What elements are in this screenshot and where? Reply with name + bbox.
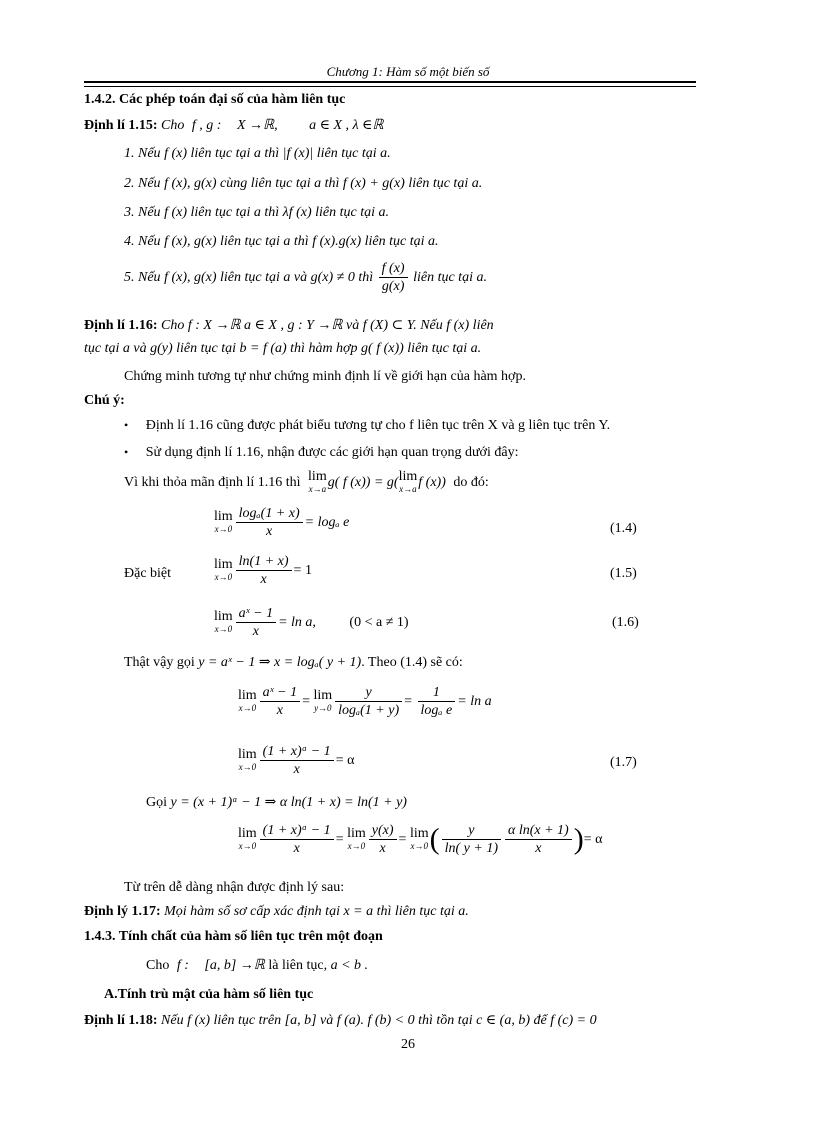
formula-rhs: = ln a (457, 693, 492, 709)
bullet-text: Sử dụng định lí 1.16, nhận được các giới hạn quan trọng dưới đây: (145, 445, 519, 460)
header-rule-thin (84, 86, 696, 87)
item-expr: f (x) (164, 205, 187, 220)
item-expr: f (x), g(x) (164, 234, 217, 249)
subsection-a-heading: A.Tính trù mật của hàm số liên tục (104, 987, 314, 1002)
equation-tag-1-5: (1.5) (610, 566, 637, 581)
lim-operator (308, 470, 327, 496)
fraction-numerator: aˣ − 1 (238, 606, 274, 621)
item-text: thì (358, 269, 374, 285)
fraction-f-over-g (379, 260, 408, 295)
theorem-map: X →ℝ, (236, 118, 278, 133)
bullet-text: Định lí 1.16 cũng được phát biểu tương tự cho f liên tục trên X và g liên tục trên Y. (145, 418, 611, 433)
lim-sub: y→0 (314, 702, 332, 713)
let-text: Gọi (146, 795, 167, 810)
let-expr: y = (x + 1)ᵅ − 1 ⇒ α ln(1 + x) = ln(1 + y) (170, 795, 407, 810)
item-text: liên tục tại a. (413, 269, 487, 285)
lim-sub: x→0 (214, 571, 233, 582)
lim-operator (313, 689, 332, 715)
theorem-fg: f , g : (191, 118, 222, 133)
lim-sub: x→0 (347, 840, 366, 851)
fraction-numerator: (1 + x)ᵅ − 1 (262, 744, 331, 759)
formula-1-6 (214, 605, 409, 640)
theorem-label: Định lí 1.15 (84, 118, 153, 133)
indeed-text: Thật vậy gọi (124, 655, 195, 670)
section-heading-1-4-2: 1.4.2. Các phép toán đại số của hàm liên tục (84, 92, 346, 107)
bullet-icon: • (124, 418, 129, 432)
theorem-label: Định lý 1.17: (84, 904, 161, 919)
theorem-item-5 (124, 260, 487, 295)
formula-rhs: = α (583, 831, 603, 847)
theorem-text: Mọi hàm số sơ cấp xác định tại x = a thì liên tục tại a. (164, 904, 469, 919)
formula-rhs: = ln a, (278, 614, 316, 630)
lim-operator (410, 827, 429, 853)
given-expr: [a, b] →ℝ (204, 958, 265, 973)
fraction (505, 822, 572, 857)
formula-derivation-b (238, 822, 602, 857)
fraction (236, 605, 276, 640)
theorem-item-2 (124, 176, 482, 192)
lim-word: lim (398, 469, 418, 484)
item-expr: |f (x)| (282, 146, 314, 161)
lim-operator (238, 748, 257, 774)
item-num: 4. (124, 234, 135, 249)
section-heading-1-4-3: 1.4.3. Tính chất của hàm số liên tục trên một đoạn (84, 929, 383, 944)
item-text: liên tục tại a. (315, 205, 390, 220)
fraction (260, 684, 300, 719)
fraction (260, 822, 334, 857)
since-text: do đó: (453, 475, 489, 490)
note-bullet-2 (124, 445, 518, 461)
fraction (418, 684, 456, 719)
fraction (236, 553, 292, 588)
fraction-numerator: aˣ − 1 (262, 685, 298, 700)
item-text: Nếu (138, 146, 161, 161)
theorem-1-18 (84, 1012, 597, 1029)
item-expr: f (x), g(x) (164, 176, 217, 191)
chapter-header: Chương 1: Hàm số một biến số (326, 64, 490, 79)
item-num: 5. (124, 269, 135, 285)
theorem-item-1 (124, 146, 391, 162)
item-expr: g(x) ≠ 0 (310, 269, 355, 285)
given-line (146, 957, 368, 974)
item-text: cùng liên tục tại a thì (220, 176, 340, 191)
formula-rhs: = α (335, 752, 355, 768)
note-bullet-1 (124, 418, 610, 434)
let-line (146, 794, 407, 811)
lim-operator (399, 470, 418, 496)
item-text: liên tục tại a. (316, 146, 391, 161)
item-expr: f (x).g(x) (312, 234, 362, 249)
theorem-text: Cho f : X →ℝ a ∈ X , g : Y →ℝ và f (X) ⊂ Y. Nếu f (x) liên (161, 318, 494, 333)
theorem-item-4 (124, 234, 439, 250)
theorem-1-17 (84, 904, 469, 920)
fraction-denominator: x (236, 570, 292, 588)
lim-operator (214, 510, 233, 536)
lim-operator (347, 827, 366, 853)
formula-1-4 (214, 505, 349, 540)
item-text: liên tục tại a thì (190, 146, 280, 161)
theorem-1-16-line2: tục tại a và g(y) liên tục tại b = f (a) thì hàm hợp g( f (x)) liên tục tại a. (84, 341, 482, 356)
lim-word: lim (214, 608, 233, 624)
fraction-numerator: y(x) (371, 823, 394, 838)
given-text: là liên tục, (268, 958, 328, 973)
fraction-numerator: ln(1 + x) (238, 554, 289, 569)
theorem-1-15 (84, 117, 384, 134)
item-expr: f (x), g(x) (164, 269, 217, 285)
fraction (369, 822, 397, 857)
item-text: liên tục tại a và (220, 269, 308, 285)
fraction-numerator: 1 (432, 685, 440, 700)
item-text: liên tục tại a. (364, 234, 439, 249)
theorem-item-3 (124, 205, 389, 221)
formula-rhs: = 1 (293, 562, 312, 578)
item-num: 1. (124, 146, 135, 161)
lim-sub: x→0 (238, 840, 257, 851)
item-expr: f (x) + g(x) (342, 176, 405, 191)
equation-tag-1-6: (1.6) (612, 615, 639, 630)
item-text: liên tục tại a thì (220, 234, 309, 249)
lim-sub: x→a (308, 484, 327, 494)
item-expr: f (x) (164, 146, 187, 161)
item-text: liên tục tại a thì (190, 205, 280, 220)
lim-word: lim (409, 825, 429, 841)
theorem-label: Định lí 1.18: (84, 1013, 158, 1028)
lim-operator (238, 689, 257, 715)
left-paren: ( (429, 822, 440, 856)
item-text: liên tục tại a. (408, 176, 483, 191)
equation-tag-1-7: (1.7) (610, 755, 637, 770)
indeed-text: . Theo (1.4) sẽ có: (361, 655, 463, 670)
equals-sign: = (335, 831, 344, 847)
lim-word: lim (214, 556, 233, 572)
especially-label: Đặc biệt (124, 566, 172, 581)
lim-word: lim (238, 687, 257, 703)
page-number: 26 (401, 1037, 415, 1052)
header-rule-thick (84, 81, 696, 83)
item-text: Nếu (138, 234, 161, 249)
item-num: 3. (124, 205, 135, 220)
lim-sub: x→0 (238, 702, 257, 713)
fraction-denominator: x (260, 760, 334, 778)
bullet-icon: • (124, 445, 129, 459)
theorem-1-16-line1 (84, 317, 494, 334)
formula-1-7 (238, 743, 354, 778)
since-expr: g( f (x)) = g( (327, 475, 399, 490)
lim-sub: x→0 (214, 523, 233, 534)
item-expr: λf (x) (282, 205, 312, 220)
given-text: Cho (146, 958, 170, 973)
lim-sub: x→a (399, 484, 417, 494)
lim-operator (214, 558, 233, 584)
right-paren: ) (573, 822, 584, 856)
fraction (442, 822, 501, 857)
since-text: Vì khi thỏa mãn định lí 1.16 thì (124, 475, 301, 490)
fraction-denominator: g(x) (379, 277, 408, 295)
theorem-text: Nếu f (x) liên tục trên [a, b] và f (a). f (b) < 0 thì tồn tại c ∈ (a, b) để f (c) = 0 (161, 1013, 597, 1028)
since-line (124, 470, 489, 496)
item-text: Nếu (138, 205, 161, 220)
lim-word: lim (238, 746, 257, 762)
fraction-numerator: logₐ(1 + x) (238, 506, 300, 521)
fraction-denominator: logₐ e (418, 701, 456, 719)
fraction-denominator: x (260, 701, 300, 719)
fraction (335, 684, 402, 719)
lim-word: lim (347, 825, 366, 841)
fraction (260, 743, 334, 778)
from-above-text: Từ trên dễ dàng nhận được định lý sau: (124, 880, 345, 895)
fraction-numerator: α ln(x + 1) (507, 823, 569, 838)
lim-sub: x→0 (214, 623, 233, 634)
fraction-numerator: y (468, 823, 475, 838)
fraction-numerator: (1 + x)ᵅ − 1 (262, 823, 331, 838)
fraction-denominator: ln( y + 1) (442, 839, 501, 857)
item-text: Nếu (138, 269, 161, 285)
fraction-denominator: x (369, 839, 397, 857)
item-text: Nếu (138, 176, 161, 191)
formula-1-5 (214, 553, 312, 588)
equals-sign: = (302, 693, 310, 709)
fraction-denominator: x (260, 839, 334, 857)
theorem-cho: Cho (161, 118, 185, 133)
lim-word: lim (308, 469, 327, 484)
lim-word: lim (313, 687, 333, 703)
since-expr: f (x)) (418, 475, 446, 490)
fraction-denominator: x (236, 622, 276, 640)
lim-word: lim (214, 508, 233, 524)
equals-sign: = (404, 693, 413, 709)
item-num: 2. (124, 176, 135, 191)
lim-operator (214, 610, 233, 636)
equation-tag-1-4: (1.4) (610, 521, 637, 536)
lim-operator (238, 827, 257, 853)
indeed-line (124, 654, 463, 671)
given-expr: f : (176, 958, 189, 973)
proof-text: Chứng minh tương tự như chứng minh định lí về giới hạn của hàm hợp. (124, 369, 526, 384)
theorem-label: Định lí 1.16: (84, 318, 158, 333)
lim-word: lim (238, 825, 257, 841)
formula-condition: (0 < a ≠ 1) (349, 614, 409, 630)
fraction-denominator: logₐ(1 + y) (335, 701, 402, 719)
indeed-expr: y = aˣ − 1 ⇒ x = logₐ( y + 1) (198, 655, 362, 670)
theorem-colon: : (152, 118, 158, 133)
formula-rhs: = logₐ e (304, 514, 350, 530)
lim-sub: x→0 (410, 840, 429, 851)
fraction-numerator: y (365, 685, 372, 700)
fraction-denominator: x (505, 839, 572, 857)
given-expr: a < b . (330, 958, 369, 973)
note-label: Chú ý: (84, 393, 125, 408)
fraction (236, 505, 303, 540)
fraction-denominator: x (236, 522, 303, 540)
lim-sub: x→0 (238, 761, 257, 772)
theorem-cond: a ∈ X , λ ∈ℝ (309, 118, 384, 133)
equals-sign: = (398, 831, 407, 847)
fraction-numerator: f (x) (381, 261, 405, 276)
formula-derivation-a (238, 684, 492, 719)
